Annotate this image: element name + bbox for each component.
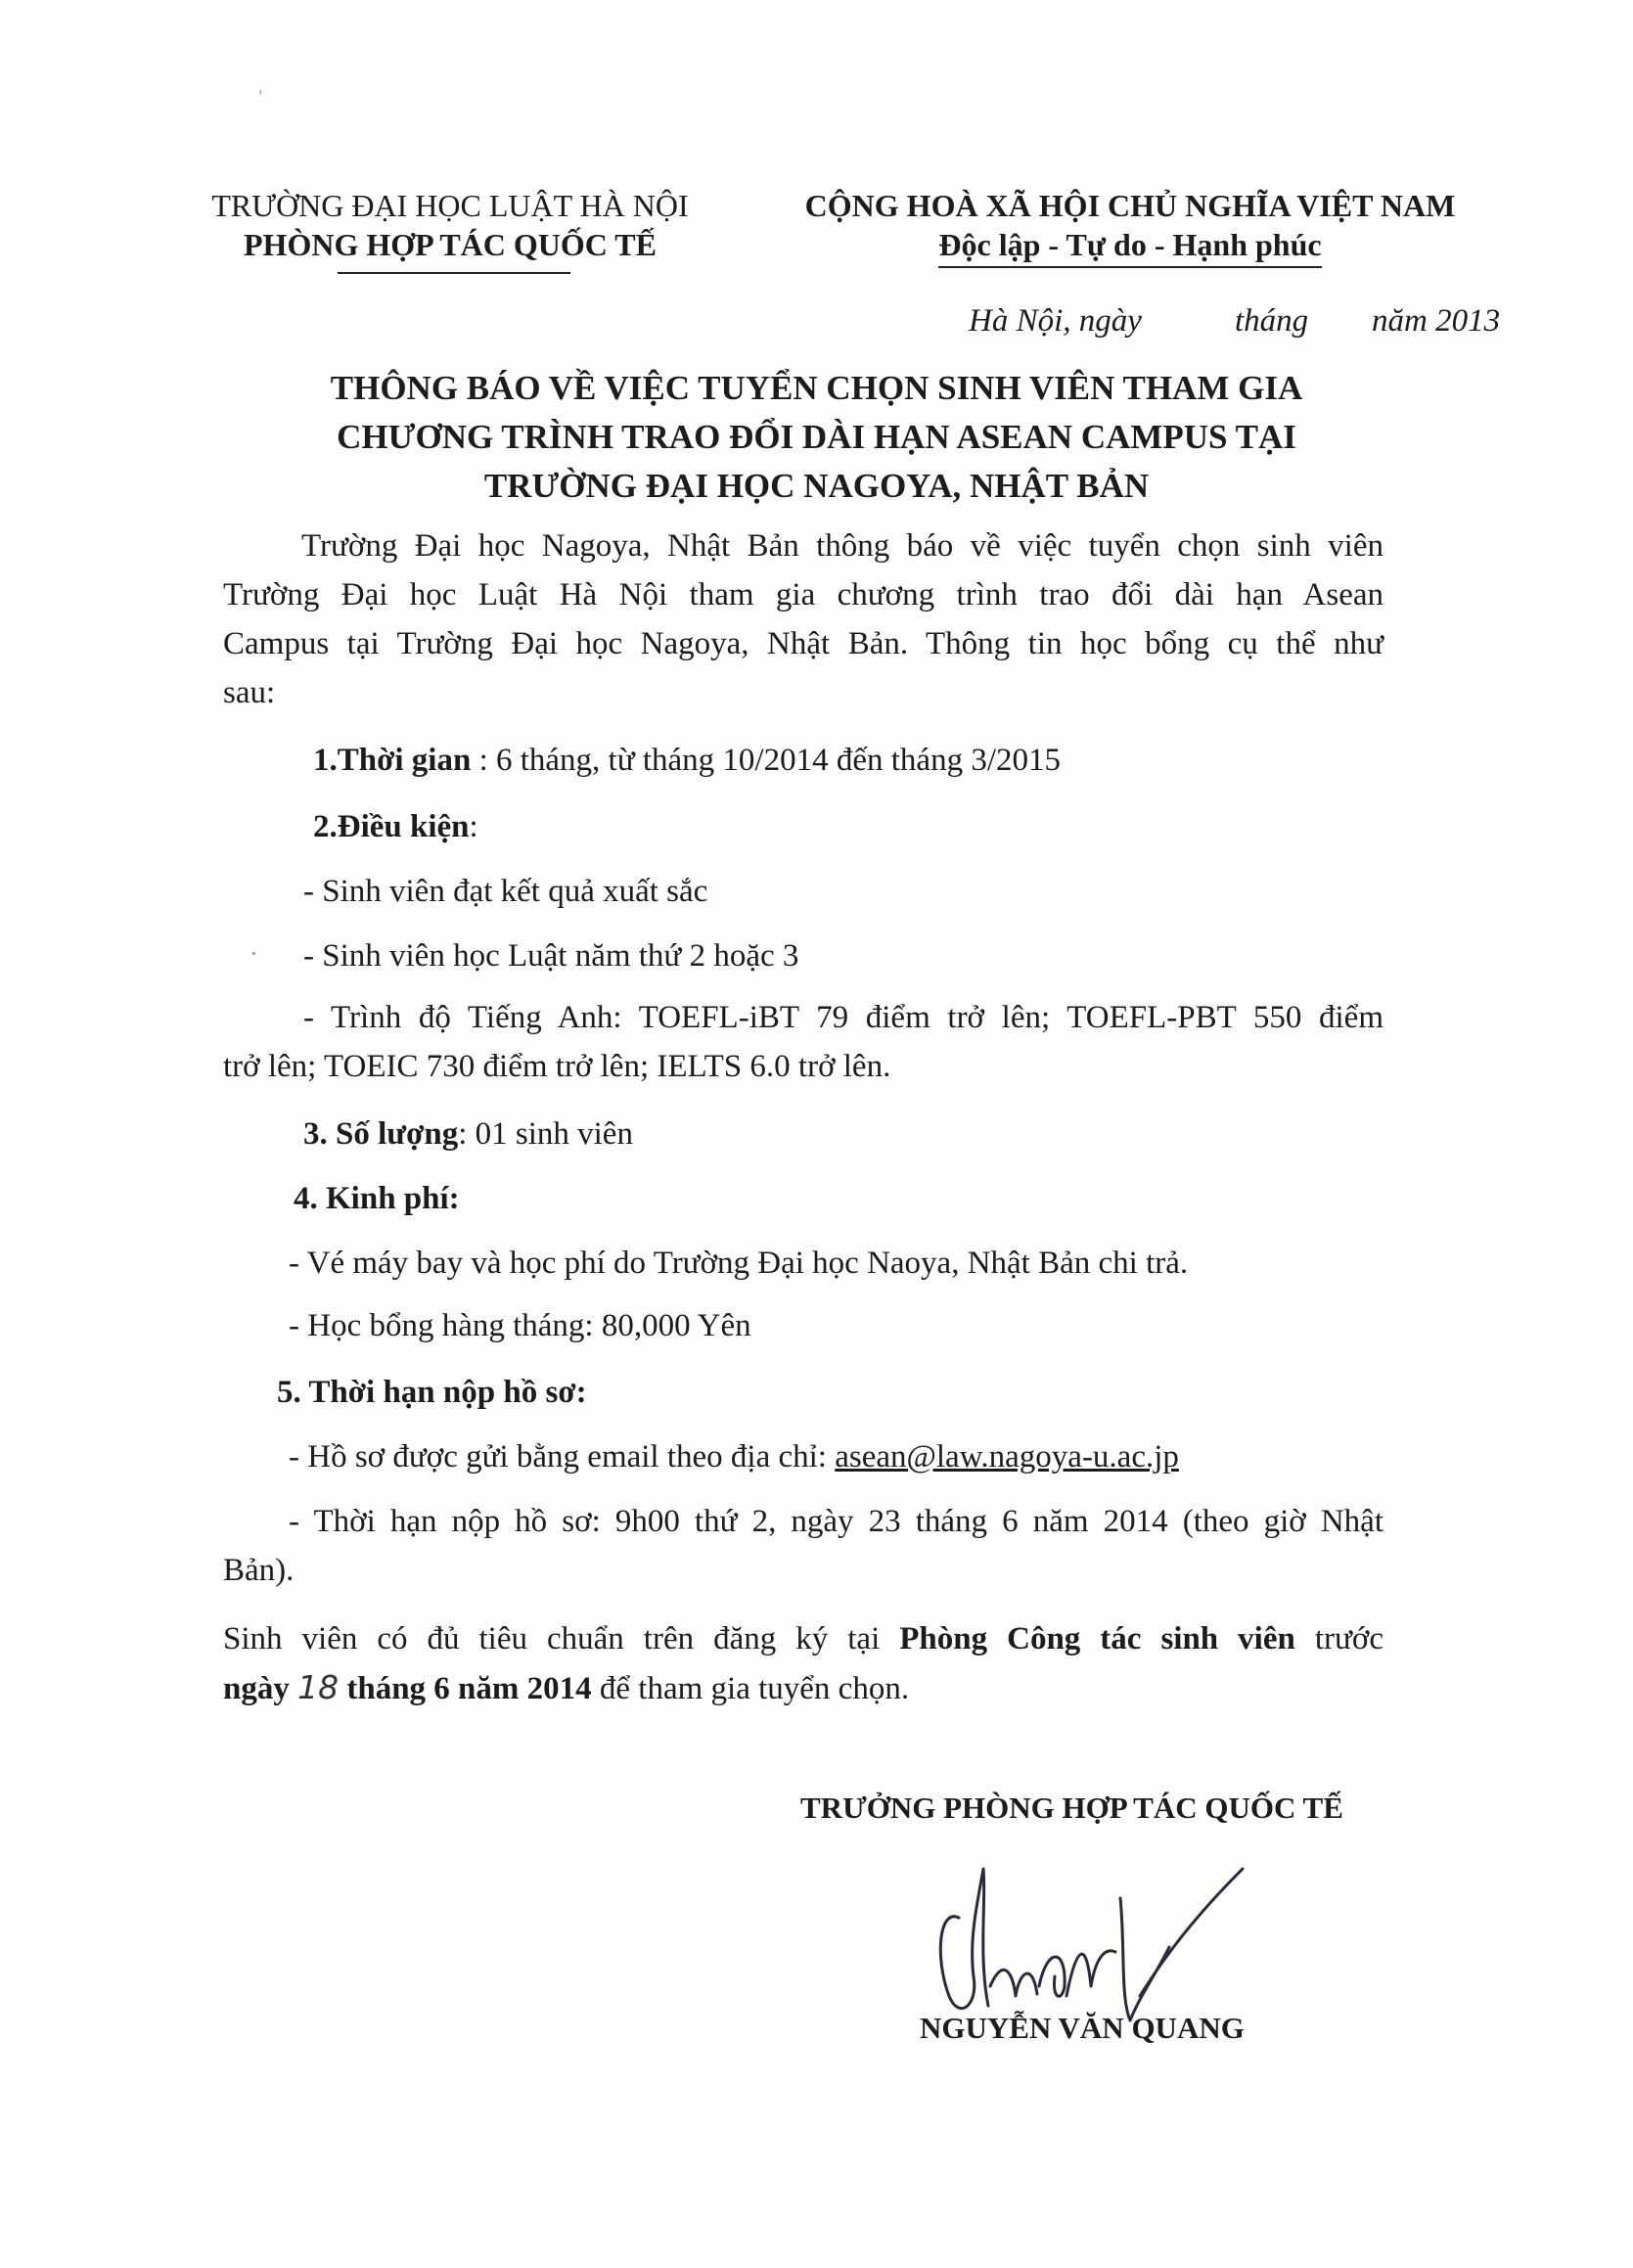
intro-line-2: Trường Đại học Luật Hà Nội tham gia chương trình trao đổi dài hạn Asean	[223, 577, 1384, 612]
condition-item-3-line-2: trở lên; TOEIC 730 điểm trở lên; IELTS 6.0 trở lên.	[223, 1049, 891, 1084]
closing-line-1	[223, 1614, 1384, 1663]
email-link[interactable]: asean@law.nagoya-u.ac.jp	[835, 1439, 1179, 1474]
header-left-rule	[338, 272, 570, 274]
section-time-heading: 1.Thời gian	[313, 743, 472, 778]
header-right	[763, 186, 1497, 268]
closing-paragraph	[223, 1614, 1384, 1713]
handwritten-day: 18	[297, 1668, 340, 1706]
department-name: PHÒNG HỢP TÁC QUỐC TẾ	[244, 227, 657, 262]
section-time-text: : 6 tháng, từ tháng 10/2014 đến tháng 3/2015	[471, 743, 1061, 778]
condition-item-3-line-1: - Trình độ Tiếng Anh: TOEFL-iBT 79 điểm trở lên; TOEFL-PBT 550 điểm	[303, 1000, 1384, 1035]
condition-item-1: - Sinh viên đạt kết quả xuất sắc	[303, 874, 708, 909]
section-deadline-heading: 5. Thời hạn nộp hồ sơ:	[277, 1375, 587, 1410]
signature-image	[930, 1839, 1252, 2035]
section-conditions-heading: 2.Điều kiện	[313, 809, 470, 844]
funding-item-1: - Vé máy bay và học phí do Trường Đại học Naoya, Nhật Bản chi trả.	[289, 1246, 1189, 1281]
header-left	[191, 186, 709, 264]
deadline-item-1-text: - Hồ sơ được gửi bằng email theo địa chỉ:	[289, 1439, 836, 1474]
title-line-3: TRƯỜNG ĐẠI HỌC NAGOYA, NHẬT BẢN	[483, 467, 1150, 505]
section-quantity	[303, 1110, 633, 1158]
closing-line-2	[223, 1663, 1384, 1713]
title-line-2: CHƯƠNG TRÌNH TRAO ĐỔI DÀI HẠN ASEAN CAMPUS TẠI	[337, 418, 1296, 456]
closing-day-label: ngày	[223, 1671, 298, 1706]
intro-line-1: Trường Đại học Nagoya, Nhật Bản thông báo về việc tuyển chọn sinh viên	[301, 528, 1384, 564]
closing-line-1-text: Sinh viên có đủ tiêu chuẩn trên đăng ký tại	[223, 1621, 900, 1656]
intro-line-4: sau:	[223, 675, 276, 710]
signer-name: NGUYỄN VĂN QUANG	[920, 2011, 1245, 2045]
student-affairs-office: Phòng Công tác sinh viên	[899, 1621, 1295, 1656]
country-name: CỘNG HOÀ XÃ HỘI CHỦ NGHĨA VIỆT NAM	[804, 188, 1456, 223]
closing-line-2-end: để tham gia tuyển chọn.	[591, 1671, 910, 1706]
intro-line-3: Campus tại Trường Đại học Nagoya, Nhật Bản. Thông tin học bổng cụ thể như	[223, 626, 1384, 661]
section-funding-heading: 4. Kinh phí:	[294, 1181, 460, 1216]
scan-mark: ˈ	[256, 86, 265, 114]
deadline-item-2	[223, 1497, 1384, 1595]
funding-item-2: - Học bổng hàng tháng: 80,000 Yên	[289, 1308, 751, 1343]
intro-paragraph	[223, 522, 1384, 717]
condition-item-2: - Sinh viên học Luật năm thứ 2 hoặc 3	[303, 938, 799, 974]
school-name: TRƯỜNG ĐẠI HỌC LUẬT HÀ NỘI	[211, 188, 689, 223]
section-quantity-heading: 3. Số lượng	[303, 1116, 459, 1152]
title-line-1: THÔNG BÁO VỀ VIỆC TUYỂN CHỌN SINH VIÊN THAM GIA	[330, 369, 1303, 407]
deadline-item-2-line-1: - Thời hạn nộp hồ sơ: 9h00 thứ 2, ngày 23 tháng 6 năm 2014 (theo giờ Nhật	[289, 1504, 1384, 1539]
section-conditions	[313, 802, 478, 851]
scan-dot: ·	[249, 939, 258, 968]
signer-title: TRƯỞNG PHÒNG HỢP TÁC QUỐC TẾ	[800, 1791, 1343, 1825]
deadline-item-2-line-2: Bản).	[223, 1553, 295, 1588]
deadline-item-1	[289, 1432, 1179, 1481]
section-time	[313, 736, 1061, 785]
notice-title	[0, 364, 1633, 511]
closing-line-1-end: trước	[1294, 1621, 1384, 1656]
closing-date: tháng 6 năm 2014	[339, 1671, 592, 1706]
date-place-day: Hà Nội, ngày	[969, 303, 1142, 339]
section-conditions-colon: :	[469, 809, 478, 844]
condition-item-3	[223, 993, 1384, 1091]
section-quantity-text: : 01 sinh viên	[458, 1116, 633, 1152]
national-motto: Độc lập - Tự do - Hạnh phúc	[938, 225, 1321, 268]
date-year: năm 2013	[1372, 303, 1501, 339]
date-month: tháng	[1235, 303, 1309, 339]
